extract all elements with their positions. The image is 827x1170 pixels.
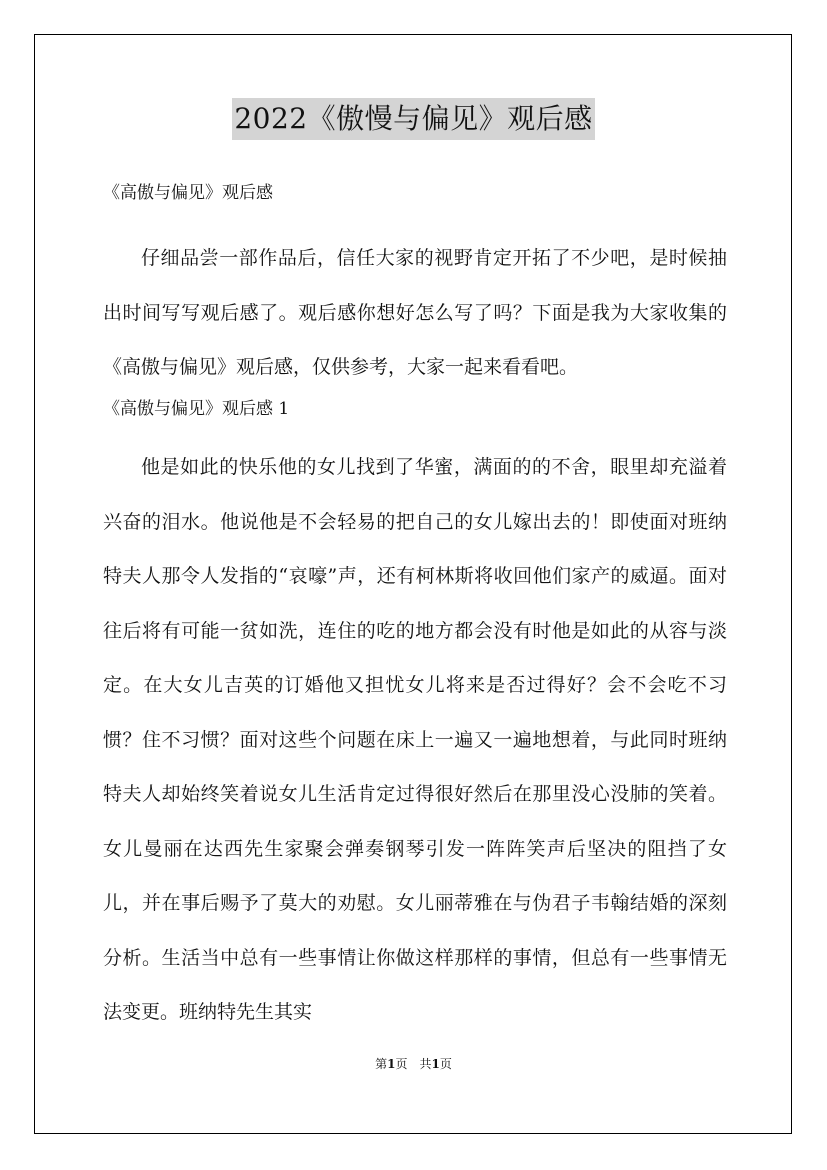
intro-paragraph: 仔细品尝一部作品后，信任大家的视野肯定开拓了不少吧，是时候抽出时间写写观后感了。观后感你想好怎么写了吗？下面是我为大家收集的《高傲与偏见》观后感，仅供参考，大家一起来看看吧。 (103, 247, 727, 378)
document-title: 2022《傲慢与偏见》观后感 (232, 98, 594, 140)
section-heading: 《高傲与偏见》观后感 1 (103, 399, 290, 419)
page-number: 第1页 (375, 1057, 408, 1071)
body-paragraph: 他是如此的快乐他的女儿找到了华蜜，满面的的不舍，眼里却充溢着兴奋的泪水。他说他是不会轻易的把自己的女儿嫁出去的！即使面对班纳特夫人那令人发指的“哀嚎”声，还有柯林斯将收回他们家产的威逼。面对往后将有可能一贫如洗，连住的吃的地方都会没有时他是如此的从容与淡定。在大女儿吉英的订婚他又担忧女儿将来是否过得好？会不会吃不习惯？住不习惯？面对这些个问题在床上一遍又一遍地想着，与此同时班纳特夫人却始终笑着说女儿生活肯定过得很好然后在那里没心没肺的笑着。女儿曼丽在达西先生家聚会弹奏钢琴引发一阵阵笑声后坚决的阻挡了女儿，并在事后赐予了莫大的劝慰。女儿丽蒂雅在与伪君子韦翰结婚的深刻分析。生活当中总有一些事情让你做这样那样的事情，但总有一些事情无法变更。班纳特先生其实 (103, 456, 727, 1023)
page-footer (0, 1056, 827, 1072)
page-total: 共1页 (419, 1057, 452, 1071)
document-subtitle: 《高傲与偏见》观后感 (103, 183, 273, 203)
title-container (0, 98, 827, 140)
